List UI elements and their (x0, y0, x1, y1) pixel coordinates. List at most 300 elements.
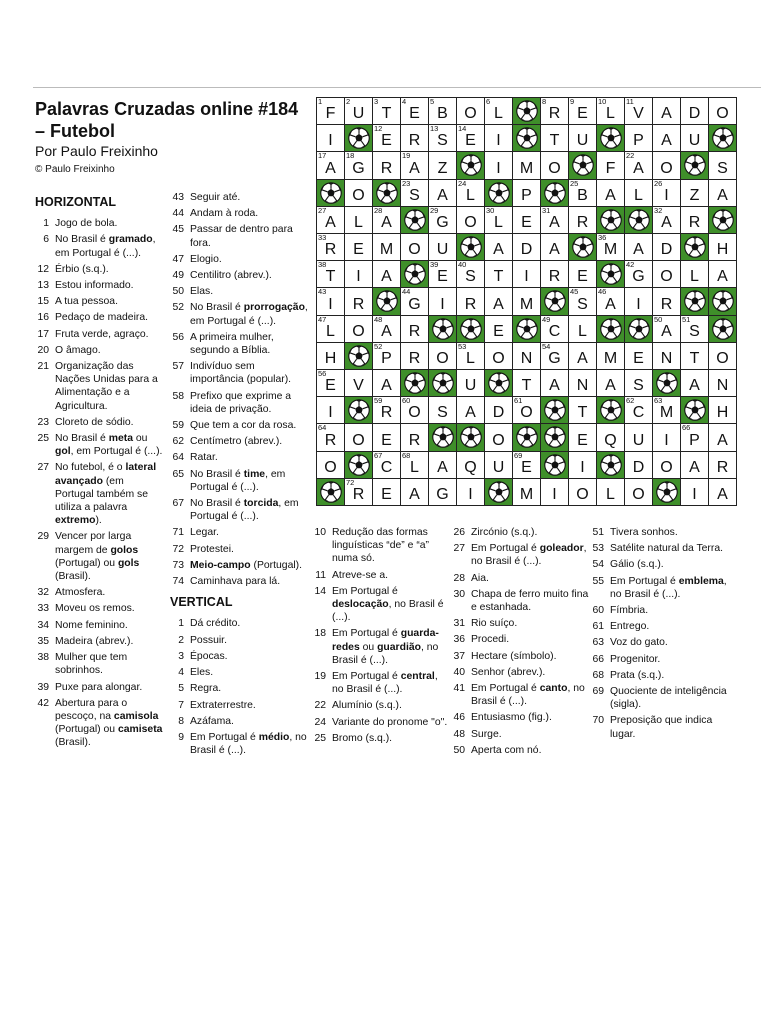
grid-block (568, 151, 597, 179)
grid-cell[interactable] (372, 97, 401, 125)
soccer-ball-icon (712, 290, 734, 312)
clue-item (312, 585, 452, 625)
cell-letter: R (352, 485, 365, 503)
grid-cell[interactable] (456, 206, 485, 234)
grid-cell[interactable] (316, 287, 345, 315)
grid-cell[interactable] (400, 124, 429, 152)
clue-text: Legar. (190, 527, 219, 539)
clue-item (170, 253, 308, 266)
grid-cell[interactable] (344, 151, 373, 179)
grid-cell[interactable] (344, 315, 373, 343)
grid-cell[interactable] (596, 179, 625, 207)
soccer-ball-icon (404, 263, 426, 285)
grid-cell[interactable] (624, 233, 653, 261)
grid-cell[interactable] (596, 369, 625, 397)
clue-number: 62 (172, 436, 184, 448)
grid-cell[interactable] (624, 342, 653, 370)
grid-cell[interactable] (456, 451, 485, 479)
clue-item (35, 233, 165, 259)
grid-cell[interactable] (456, 179, 485, 207)
clue-item (170, 390, 308, 416)
grid-cell[interactable] (512, 260, 541, 288)
grid-cell[interactable] (512, 287, 541, 315)
grid-cell[interactable] (540, 97, 569, 125)
grid-cell[interactable] (428, 179, 457, 207)
cell-letter: T (549, 132, 560, 150)
clue-item (590, 714, 730, 740)
soccer-ball-icon (544, 454, 566, 476)
grid-cell[interactable] (372, 124, 401, 152)
grid-cell[interactable] (680, 124, 709, 152)
clue-text: Aperta com nó. (471, 744, 542, 756)
clue-text: Meio-campo (Portugal). (190, 559, 303, 571)
cell-letter: U (492, 458, 505, 476)
clue-text: No Brasil é torcida, em Portugal é (...). (190, 498, 299, 523)
grid-cell[interactable] (596, 423, 625, 451)
grid-cell[interactable] (344, 206, 373, 234)
clue-text: Madeira (abrev.). (55, 635, 134, 647)
grid-cell[interactable] (568, 369, 597, 397)
grid-cell[interactable] (344, 423, 373, 451)
clue-item (170, 191, 308, 204)
grid-cell[interactable] (484, 315, 513, 343)
cell-letter: S (633, 377, 644, 395)
clue-text: No Brasil é prorrogação, em Portugal é (...). (190, 302, 308, 327)
clue-text: Progenitor. (610, 653, 661, 665)
grid-cell[interactable] (652, 423, 681, 451)
grid-cell[interactable] (316, 451, 345, 479)
grid-cell[interactable] (372, 260, 401, 288)
grid-cell[interactable] (484, 396, 513, 424)
grid-cell[interactable] (568, 97, 597, 125)
clue-item (170, 223, 308, 249)
grid-cell[interactable] (484, 124, 513, 152)
cell-letter: S (577, 295, 588, 313)
grid-cell[interactable] (708, 233, 737, 261)
grid-cell[interactable] (400, 97, 429, 125)
grid-cell[interactable] (708, 342, 737, 370)
grid-cell[interactable] (372, 396, 401, 424)
grid-cell[interactable] (652, 179, 681, 207)
cell-number: 51 (682, 314, 691, 324)
soccer-ball-icon (656, 372, 678, 394)
grid-cell[interactable] (456, 97, 485, 125)
grid-cell[interactable] (680, 423, 709, 451)
clue-number: 50 (453, 744, 465, 756)
grid-cell[interactable] (596, 342, 625, 370)
grid-cell[interactable] (708, 179, 737, 207)
grid-cell[interactable] (680, 260, 709, 288)
grid-cell[interactable] (372, 423, 401, 451)
clue-item (451, 588, 591, 614)
clue-number: 37 (453, 650, 465, 662)
grid-cell[interactable] (400, 151, 429, 179)
grid-cell[interactable] (596, 478, 625, 506)
cell-letter: A (437, 458, 448, 476)
grid-cell[interactable] (372, 342, 401, 370)
cell-letter: O (716, 349, 729, 367)
grid-block (400, 260, 429, 288)
grid-cell[interactable] (568, 342, 597, 370)
grid-cell[interactable] (596, 151, 625, 179)
grid-cell[interactable] (428, 206, 457, 234)
grid-cell[interactable] (316, 396, 345, 424)
grid-cell[interactable] (680, 97, 709, 125)
grid-cell[interactable] (624, 287, 653, 315)
grid-cell[interactable] (512, 369, 541, 397)
grid-cell[interactable] (624, 423, 653, 451)
grid-cell[interactable] (568, 287, 597, 315)
cell-letter: F (605, 159, 616, 177)
clue-item (451, 666, 591, 679)
grid-cell[interactable] (372, 369, 401, 397)
clue-item (312, 716, 452, 729)
cell-letter: O (716, 105, 729, 123)
grid-cell[interactable] (400, 478, 429, 506)
grid-cell[interactable] (624, 369, 653, 397)
grid-cell[interactable] (540, 369, 569, 397)
grid-cell[interactable] (484, 423, 513, 451)
grid-cell[interactable] (512, 342, 541, 370)
grid-cell[interactable] (456, 369, 485, 397)
soccer-ball-icon (460, 426, 482, 448)
cell-letter: A (661, 322, 672, 340)
cell-number: 32 (654, 205, 663, 215)
grid-cell[interactable] (316, 124, 345, 152)
clue-number: 46 (453, 712, 465, 724)
grid-cell[interactable] (652, 396, 681, 424)
grid-cell[interactable] (540, 206, 569, 234)
grid-cell[interactable] (428, 260, 457, 288)
cell-number: 9 (570, 97, 575, 106)
grid-cell[interactable] (512, 151, 541, 179)
grid-cell[interactable] (428, 451, 457, 479)
grid-cell[interactable] (568, 451, 597, 479)
grid-cell[interactable] (680, 206, 709, 234)
grid-cell[interactable] (316, 233, 345, 261)
grid-block (512, 423, 541, 451)
clue-number: 33 (37, 603, 49, 615)
clue-number: 36 (453, 634, 465, 646)
cell-letter: D (520, 241, 533, 259)
grid-block (540, 451, 569, 479)
grid-cell[interactable] (456, 396, 485, 424)
grid-block (540, 396, 569, 424)
grid-cell[interactable] (680, 179, 709, 207)
grid-cell[interactable] (428, 151, 457, 179)
soccer-ball-icon (348, 399, 370, 421)
cell-letter: H (324, 349, 337, 367)
clue-number: 30 (453, 588, 465, 600)
grid-cell[interactable] (624, 260, 653, 288)
grid-cell[interactable] (372, 206, 401, 234)
grid-cell[interactable] (400, 179, 429, 207)
grid-cell[interactable] (316, 315, 345, 343)
grid-cell[interactable] (624, 97, 653, 125)
clue-item (170, 617, 308, 630)
grid-block (540, 423, 569, 451)
grid-cell[interactable] (512, 396, 541, 424)
grid-cell[interactable] (708, 478, 737, 506)
grid-cell[interactable] (400, 396, 429, 424)
grid-cell[interactable] (428, 478, 457, 506)
grid-cell[interactable] (456, 287, 485, 315)
soccer-ball-icon (600, 263, 622, 285)
clue-item (170, 526, 308, 539)
grid-cell[interactable] (484, 233, 513, 261)
clue-text: Rio suíço. (471, 618, 518, 630)
clue-number: 20 (37, 344, 49, 356)
cell-number: 60 (402, 396, 411, 406)
grid-cell[interactable] (344, 478, 373, 506)
grid-cell[interactable] (568, 315, 597, 343)
grid-cell[interactable] (512, 179, 541, 207)
grid-cell[interactable] (652, 315, 681, 343)
clue-text: Aia. (471, 572, 489, 584)
grid-cell[interactable] (652, 124, 681, 152)
grid-cell[interactable] (372, 151, 401, 179)
grid-cell[interactable] (680, 478, 709, 506)
soccer-ball-icon (712, 318, 734, 340)
cell-letter: M (603, 241, 618, 259)
grid-cell[interactable] (316, 423, 345, 451)
grid-cell[interactable] (372, 451, 401, 479)
grid-cell[interactable] (680, 369, 709, 397)
cell-letter: R (408, 431, 421, 449)
grid-cell[interactable] (652, 342, 681, 370)
grid-cell[interactable] (540, 342, 569, 370)
cell-letter: I (524, 268, 529, 286)
clue-text: Regra. (190, 683, 222, 695)
grid-cell[interactable] (400, 287, 429, 315)
cell-letter: E (521, 458, 532, 476)
grid-cell[interactable] (652, 451, 681, 479)
clue-number: 53 (592, 543, 604, 555)
grid-cell[interactable] (400, 451, 429, 479)
grid-cell[interactable] (512, 451, 541, 479)
grid-cell[interactable] (400, 342, 429, 370)
grid-cell[interactable] (568, 179, 597, 207)
grid-cell[interactable] (344, 287, 373, 315)
grid-cell[interactable] (568, 396, 597, 424)
clue-item (170, 285, 308, 298)
grid-cell[interactable] (428, 396, 457, 424)
grid-cell[interactable] (680, 342, 709, 370)
cell-letter: L (578, 322, 587, 340)
grid-cell[interactable] (708, 151, 737, 179)
grid-block (344, 342, 373, 370)
cell-letter: E (325, 377, 336, 395)
grid-cell[interactable] (708, 369, 737, 397)
grid-cell[interactable] (652, 260, 681, 288)
cell-number: 39 (430, 260, 439, 270)
cell-number: 38 (318, 260, 327, 270)
clue-number: 71 (172, 527, 184, 539)
cell-letter: Z (437, 159, 448, 177)
grid-cell[interactable] (540, 478, 569, 506)
grid-cell[interactable] (456, 342, 485, 370)
grid-cell[interactable] (400, 423, 429, 451)
cell-letter: A (437, 186, 448, 204)
soccer-ball-icon (600, 209, 622, 231)
grid-cell[interactable] (596, 233, 625, 261)
grid-cell[interactable] (372, 315, 401, 343)
clue-item (312, 699, 452, 712)
grid-cell[interactable] (708, 423, 737, 451)
cell-letter: A (493, 241, 504, 259)
grid-cell[interactable] (316, 206, 345, 234)
cell-letter: O (324, 458, 337, 476)
cell-letter: O (576, 485, 589, 503)
cell-letter: E (381, 431, 392, 449)
soccer-ball-icon (348, 345, 370, 367)
grid-cell[interactable] (624, 396, 653, 424)
clue-text: Voz do gato. (610, 637, 668, 649)
cell-letter: A (409, 485, 420, 503)
clue-text: Abertura para o pescoço, na camisola (Portugal) ou camiseta (Brasil). (55, 697, 163, 749)
clue-text: Jogo de bola. (55, 218, 118, 230)
cell-number: 42 (626, 260, 635, 270)
grid-cell[interactable] (344, 369, 373, 397)
grid-cell[interactable] (316, 260, 345, 288)
grid-cell[interactable] (316, 342, 345, 370)
cell-letter: E (633, 349, 644, 367)
grid-cell[interactable] (316, 97, 345, 125)
cell-number: 12 (374, 124, 383, 134)
clue-text: Possuir. (190, 634, 227, 646)
grid-block (400, 369, 429, 397)
grid-cell[interactable] (568, 423, 597, 451)
grid-cell[interactable] (316, 151, 345, 179)
grid-cell[interactable] (428, 233, 457, 261)
clue-item (451, 617, 591, 630)
grid-cell[interactable] (456, 124, 485, 152)
grid-cell[interactable] (344, 179, 373, 207)
grid-cell[interactable] (400, 233, 429, 261)
clue-item (170, 559, 308, 572)
clue-text: Érbio (s.q.). (55, 263, 109, 275)
clue-text: Organização das Nações Unidas para a Alimentação e a Agricultura. (55, 361, 158, 412)
grid-cell[interactable] (708, 260, 737, 288)
grid-cell[interactable] (624, 478, 653, 506)
grid-cell[interactable] (540, 260, 569, 288)
grid-cell[interactable] (624, 124, 653, 152)
grid-cell[interactable] (624, 179, 653, 207)
grid-cell[interactable] (624, 451, 653, 479)
clue-text: Eles. (190, 667, 214, 679)
grid-cell[interactable] (484, 206, 513, 234)
cell-letter: I (496, 132, 501, 150)
grid-cell[interactable] (512, 478, 541, 506)
grid-cell[interactable] (428, 287, 457, 315)
grid-cell[interactable] (484, 260, 513, 288)
cell-letter: A (661, 213, 672, 231)
grid-cell[interactable] (708, 451, 737, 479)
clue-text: Entusiasmo (fig.). (471, 712, 552, 724)
clue-number: 47 (172, 253, 184, 265)
grid-cell[interactable] (484, 97, 513, 125)
grid-cell[interactable] (596, 97, 625, 125)
grid-block (596, 124, 625, 152)
grid-cell[interactable] (708, 396, 737, 424)
grid-cell[interactable] (456, 478, 485, 506)
grid-cell[interactable] (512, 206, 541, 234)
grid-cell[interactable] (596, 287, 625, 315)
clue-number: 29 (37, 531, 49, 543)
cell-letter: N (716, 377, 729, 395)
clue-item (590, 620, 730, 633)
grid-cell[interactable] (540, 124, 569, 152)
grid-cell[interactable] (624, 151, 653, 179)
cell-letter: O (660, 159, 673, 177)
cell-number: 68 (402, 450, 411, 460)
grid-cell[interactable] (484, 451, 513, 479)
grid-block (652, 478, 681, 506)
grid-cell[interactable] (568, 478, 597, 506)
grid-block (680, 396, 709, 424)
page-title: Palavras Cruzadas online #184 – Futebol (35, 99, 299, 141)
grid-cell[interactable] (652, 151, 681, 179)
grid-cell[interactable] (568, 206, 597, 234)
clue-number: 60 (592, 605, 604, 617)
cell-letter: R (408, 132, 421, 150)
grid-cell[interactable] (484, 151, 513, 179)
grid-cell[interactable] (512, 233, 541, 261)
grid-cell[interactable] (428, 97, 457, 125)
cell-letter: T (689, 349, 700, 367)
grid-cell[interactable] (708, 97, 737, 125)
cell-letter: O (352, 186, 365, 204)
clue-text: Azáfama. (190, 715, 234, 727)
grid-cell[interactable] (484, 342, 513, 370)
grid-cell[interactable] (568, 124, 597, 152)
grid-cell[interactable] (484, 287, 513, 315)
clue-text: Senhor (abrev.). (471, 666, 546, 678)
grid-cell[interactable] (540, 315, 569, 343)
grid-cell[interactable] (316, 369, 345, 397)
grid-cell[interactable] (344, 97, 373, 125)
grid-cell[interactable] (652, 233, 681, 261)
grid-cell[interactable] (568, 260, 597, 288)
grid-cell[interactable] (428, 342, 457, 370)
cell-number: 11 (626, 97, 634, 106)
grid-cell[interactable] (680, 315, 709, 343)
grid-cell[interactable] (652, 206, 681, 234)
grid-cell[interactable] (428, 124, 457, 152)
grid-cell[interactable] (400, 315, 429, 343)
grid-cell[interactable] (540, 151, 569, 179)
grid-cell[interactable] (456, 260, 485, 288)
cell-letter: E (353, 241, 364, 259)
clue-item (590, 526, 730, 539)
cell-letter: R (352, 295, 365, 313)
grid-cell[interactable] (540, 233, 569, 261)
clue-text: Entrego. (610, 621, 650, 633)
grid-block (708, 206, 737, 234)
cell-letter: E (521, 213, 532, 231)
grid-cell[interactable] (372, 233, 401, 261)
grid-cell[interactable] (652, 287, 681, 315)
grid-cell[interactable] (680, 451, 709, 479)
grid-cell[interactable] (372, 478, 401, 506)
clue-text: Hectare (símbolo). (471, 650, 557, 662)
cell-number: 27 (318, 205, 327, 215)
clue-text: Satélite natural da Terra. (610, 543, 724, 555)
grid-block (428, 423, 457, 451)
grid-cell[interactable] (344, 233, 373, 261)
grid-cell[interactable] (344, 260, 373, 288)
grid-cell[interactable] (652, 97, 681, 125)
